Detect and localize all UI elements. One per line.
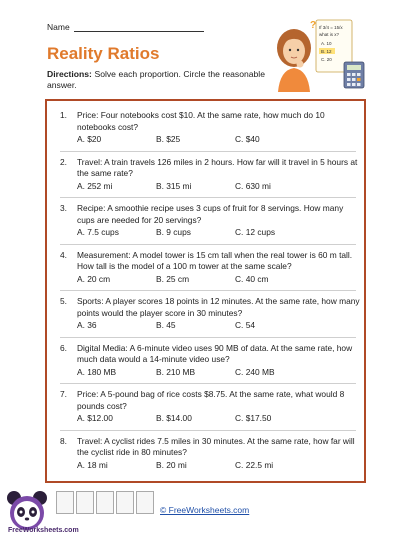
girl-shirt <box>278 68 310 92</box>
answer-option[interactable]: B. $14.00 <box>156 413 192 423</box>
answer-option[interactable]: C. $17.50 <box>235 413 272 423</box>
answer-option[interactable]: A. 7.5 cups <box>77 227 119 237</box>
question-text-row <box>60 250 360 273</box>
answer-option[interactable]: A. 18 mi <box>77 459 108 470</box>
answer-option[interactable]: A. 20 cm <box>77 273 111 284</box>
answer-option[interactable]: B. $25 <box>156 134 181 144</box>
answer-options <box>60 460 360 472</box>
question-divider <box>60 151 356 152</box>
answer-option[interactable]: C. 40 cm <box>235 273 269 284</box>
question-list <box>60 110 360 476</box>
question-divider <box>60 244 356 245</box>
question-item <box>60 203 360 239</box>
question-number: 5. <box>60 296 67 306</box>
question-text: Travel: A train travels 126 miles in 2 hours. How far will it travel in 5 hours at the same rate? <box>77 156 358 178</box>
answer-option[interactable]: B. 45 <box>156 320 176 330</box>
question-item <box>60 296 360 332</box>
girl-thinking-illustration <box>270 16 370 92</box>
answer-options <box>60 320 360 332</box>
directions <box>47 69 265 91</box>
answer-options <box>60 413 360 425</box>
answer-option[interactable]: B. 25 cm <box>156 273 190 284</box>
question-number: 1. <box>60 110 67 120</box>
answer-option[interactable]: C. 630 mi <box>235 180 271 191</box>
question-number: 4. <box>60 249 67 260</box>
answer-options <box>60 134 360 146</box>
answer-option[interactable]: A. 252 mi <box>77 180 113 191</box>
card-choice-c: C. 20 <box>321 57 332 62</box>
question-item <box>60 343 360 379</box>
answer-options <box>60 181 360 193</box>
girl-left-eye <box>289 49 291 51</box>
thumbnail <box>76 491 94 514</box>
question-divider <box>60 197 356 198</box>
answer-options <box>60 227 360 239</box>
question-text-row <box>60 157 360 180</box>
answer-option[interactable]: A. 36 <box>77 320 97 330</box>
thumbnail <box>56 491 74 514</box>
card-question: what is x? <box>319 32 340 37</box>
answer-option[interactable]: B. 9 cups <box>156 227 191 237</box>
question-text: Sports: A player scores 18 points in 12 minutes. At the same rate, how many points would the player score in 30 minutes? <box>77 296 360 318</box>
footer-link[interactable]: © FreeWorksheets.com <box>160 505 250 515</box>
thumbnail <box>116 491 134 514</box>
name-line[interactable] <box>74 22 204 32</box>
card-equation: If 3/4 = 15/x <box>319 25 343 30</box>
directions-label: Directions: <box>47 69 92 79</box>
card-choice-a: A. 10 <box>321 41 332 46</box>
answer-options <box>60 367 360 379</box>
question-number: 3. <box>60 203 67 213</box>
question-divider <box>60 290 356 291</box>
question-number: 6. <box>60 342 67 353</box>
question-text: Price: Four notebooks cost $10. At the same rate, how much do 10 notebooks cost? <box>77 110 325 132</box>
answer-option[interactable]: A. $20 <box>77 134 102 144</box>
question-text-row <box>60 343 360 366</box>
question-number: 2. <box>60 156 67 167</box>
question-divider <box>60 430 356 431</box>
card-choice-b: B. 12 <box>321 49 332 54</box>
worksheet-title: Reality Ratios <box>47 44 160 63</box>
brand-name: FreeWorksheets.com <box>8 527 79 534</box>
question-text: Digital Media: A 6-minute video uses 90 MB of data. At the same rate, how much data would a 14-minute video use? <box>77 342 353 364</box>
question-text: Travel: A cyclist rides 7.5 miles in 30 minutes. At the same rate, how far will the cyclist ride in 80 minutes? <box>77 435 355 457</box>
girl-right-eye <box>297 49 299 51</box>
calculator-icon <box>344 62 364 88</box>
question-number: 8. <box>60 435 67 446</box>
answer-options <box>60 274 360 286</box>
answer-option[interactable]: C. 22.5 mi <box>235 459 274 470</box>
question-item <box>60 250 360 286</box>
answer-option[interactable]: B. 20 mi <box>156 459 187 470</box>
question-number: 7. <box>60 389 67 399</box>
name-label: Name <box>47 22 70 32</box>
answer-option[interactable]: C. 240 MB <box>235 366 275 377</box>
question-text: Measurement: A model tower is 15 cm tall when the real tower is 60 m tall. How tall is the model of a 100 m tower at the same scale? <box>77 249 353 271</box>
answer-option[interactable]: C. 12 cups <box>235 227 276 237</box>
question-text-row <box>60 203 360 226</box>
answer-option[interactable]: C. 54 <box>235 320 256 330</box>
answer-option[interactable]: C. $40 <box>235 134 260 144</box>
directions-text: Solve each proportion. Circle the reasonable answer. <box>47 69 265 90</box>
question-item <box>60 157 360 193</box>
thumbnail <box>96 491 114 514</box>
question-text-row <box>60 389 360 412</box>
question-item <box>60 110 360 146</box>
worksheet-thumbnails <box>56 491 156 514</box>
answer-option[interactable]: A. $12.00 <box>77 413 113 423</box>
girl-face <box>283 38 305 64</box>
name-field[interactable] <box>47 22 204 32</box>
thumbnail <box>136 491 154 514</box>
answer-option[interactable]: B. 210 MB <box>156 366 196 377</box>
girl-hand <box>297 61 304 68</box>
question-text-row <box>60 436 360 459</box>
question-divider <box>60 337 356 338</box>
answer-option[interactable]: A. 180 MB <box>77 366 117 377</box>
question-text-row <box>60 110 360 133</box>
question-divider <box>60 383 356 384</box>
question-text-row <box>60 296 360 319</box>
question-item <box>60 389 360 425</box>
question-text: Recipe: A smoothie recipe uses 3 cups of fruit for 8 servings. How many cups are needed for 20 servings? <box>77 203 344 225</box>
answer-option[interactable]: B. 315 mi <box>156 180 192 191</box>
question-text: Price: A 5-pound bag of rice costs $8.75. At the same rate, what would 8 pounds cost? <box>77 389 345 411</box>
question-mark-icon: ? <box>310 20 317 31</box>
question-item <box>60 436 360 472</box>
